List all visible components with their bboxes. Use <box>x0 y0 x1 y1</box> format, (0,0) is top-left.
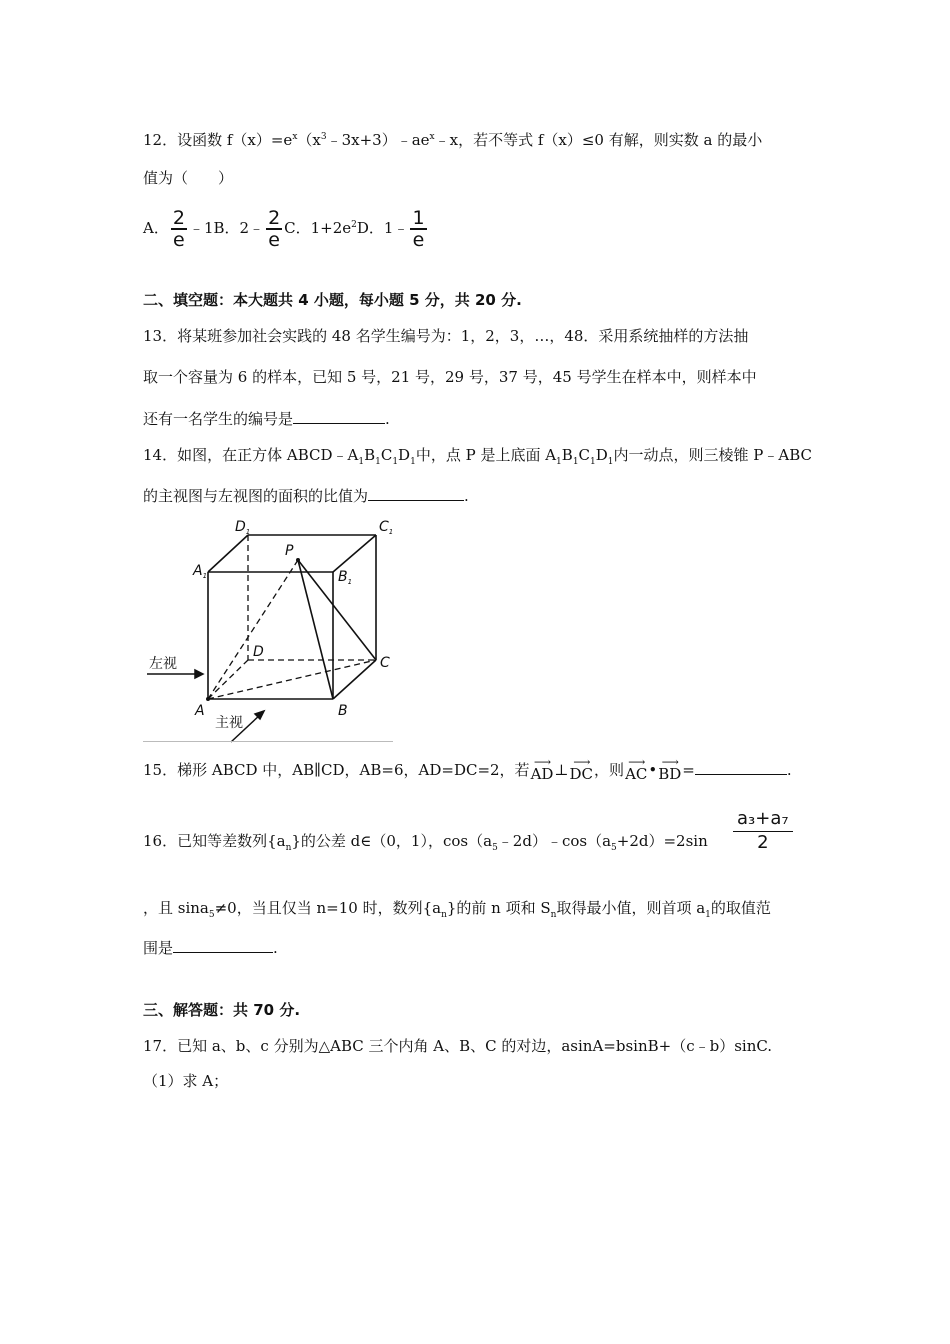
answer-blank <box>293 409 385 424</box>
q17-line2: （1）求 A； <box>143 1072 229 1090</box>
label-main-view: 主视 <box>215 715 243 731</box>
answer-blank <box>368 486 464 501</box>
q12-stem-line2: 值为（ ） <box>143 169 234 187</box>
label-D1: $D_1$ <box>235 519 251 536</box>
label-P: P <box>285 543 294 559</box>
edge-PC <box>298 560 376 660</box>
q17-line1: 17．已知 a、b、c 分别为△ABC 三个内角 A、B、C 的对边，asinA=bsinB+（c﹣b）sinC. <box>143 1037 773 1055</box>
q16-line1: 16．已知等差数列$\{a_n\}$的公差 d∈（0，1），$\cos(a_5﹣2d)﹣\cos(a_5+2d)=2\sin$ <box>143 832 708 853</box>
q16-line3: 围是 . <box>143 939 278 957</box>
q13-line1: 13．将某班参加社会实践的 48 名学生编号为：1，2，3，…，48．采用系统抽样的方法抽 <box>143 327 749 345</box>
q13-line3: 还有一名学生的编号是 . <box>143 410 390 428</box>
label-B1: $B_1$ <box>338 569 353 586</box>
edge-PB <box>298 560 333 699</box>
section-3-heading: 三、解答题：共 70 分. <box>143 1001 301 1019</box>
edge-B1C1 <box>333 535 376 572</box>
cube-figure <box>143 515 393 745</box>
edge-AD-hidden <box>208 660 248 699</box>
q16-line2: ，且 sina$_5$≠0，当且仅当 n=10 时，数列$\{a_n\}$的前 n 项和 $S_n$取得最小值，则首项 $a_1$的取值范 <box>143 899 771 920</box>
vector-AC: ⟶ AC <box>625 755 648 783</box>
fraction-a3-plus-a7-over-2: a₃+a₇ 2 <box>733 808 793 853</box>
q14-line1: 14．如图，在正方体 $ABCD﹣A_1B_1C_1D_1$中，点 P 是上底面 $A_1B_1C_1D_1$内一动点，则三棱锥 P﹣ABC <box>143 446 813 467</box>
left-view-arrowhead <box>195 670 203 678</box>
vector-BD: ⟶ BD <box>658 755 682 783</box>
point-A <box>206 697 210 701</box>
vector-AD: ⟶ AD <box>530 755 554 783</box>
q15-line: 15．梯形 ABCD 中，AB∥CD，AB=6，AD=DC=2，若 ⟶ AD ⊥ ⟶ DC ，则 ⟶ AC • ⟶ BD = . <box>143 755 792 783</box>
answer-blank <box>173 938 273 953</box>
point-P <box>296 558 300 562</box>
vector-DC: ⟶ DC <box>569 755 594 783</box>
label-left-view: 左视 <box>149 656 177 672</box>
label-C: C <box>380 655 390 671</box>
section-2-heading: 二、填空题：本大题共 4 小题，每小题 5 分，共 20 分. <box>143 291 522 309</box>
fraction-2-over-e-b: $\frac{2}{e}$ <box>268 207 281 251</box>
answer-blank <box>695 760 787 775</box>
edge-A1D1 <box>208 535 248 572</box>
label-A: A <box>195 703 205 719</box>
figure-divider <box>143 741 393 742</box>
q12-options: A． $\frac{2}{e}$ ﹣1B．2﹣ $\frac{2}{e}$ C．$1+2e^2D$．1﹣ $\frac{1}{e}$ <box>143 207 425 251</box>
q14-line2: 的主视图与左视图的面积的比值为 . <box>143 487 469 505</box>
label-A1: $A_1$ <box>193 563 208 580</box>
q13-line2: 取一个容量为 6 的样本，已知 5 号，21 号，29 号，37 号，45 号学生在样本中，则样本中 <box>143 368 757 386</box>
label-C1: $C_1$ <box>379 519 393 536</box>
edge-PA-hidden <box>208 560 298 699</box>
q12-stem-line1: 12．设函数 $f(x)=e^x(x^3﹣3x+3)﹣ae^x﹣x$，若不等式 f（x）≤0 有解，则实数 a 的最小 <box>143 131 763 149</box>
fraction-2-over-e: $\frac{2}{e}$ <box>172 207 185 251</box>
edge-AC-hidden <box>208 660 376 699</box>
fraction-1-over-e: $\frac{1}{e}$ <box>412 207 425 251</box>
label-B: B <box>338 703 348 719</box>
label-D: D <box>253 644 264 660</box>
edge-BC <box>333 660 376 699</box>
